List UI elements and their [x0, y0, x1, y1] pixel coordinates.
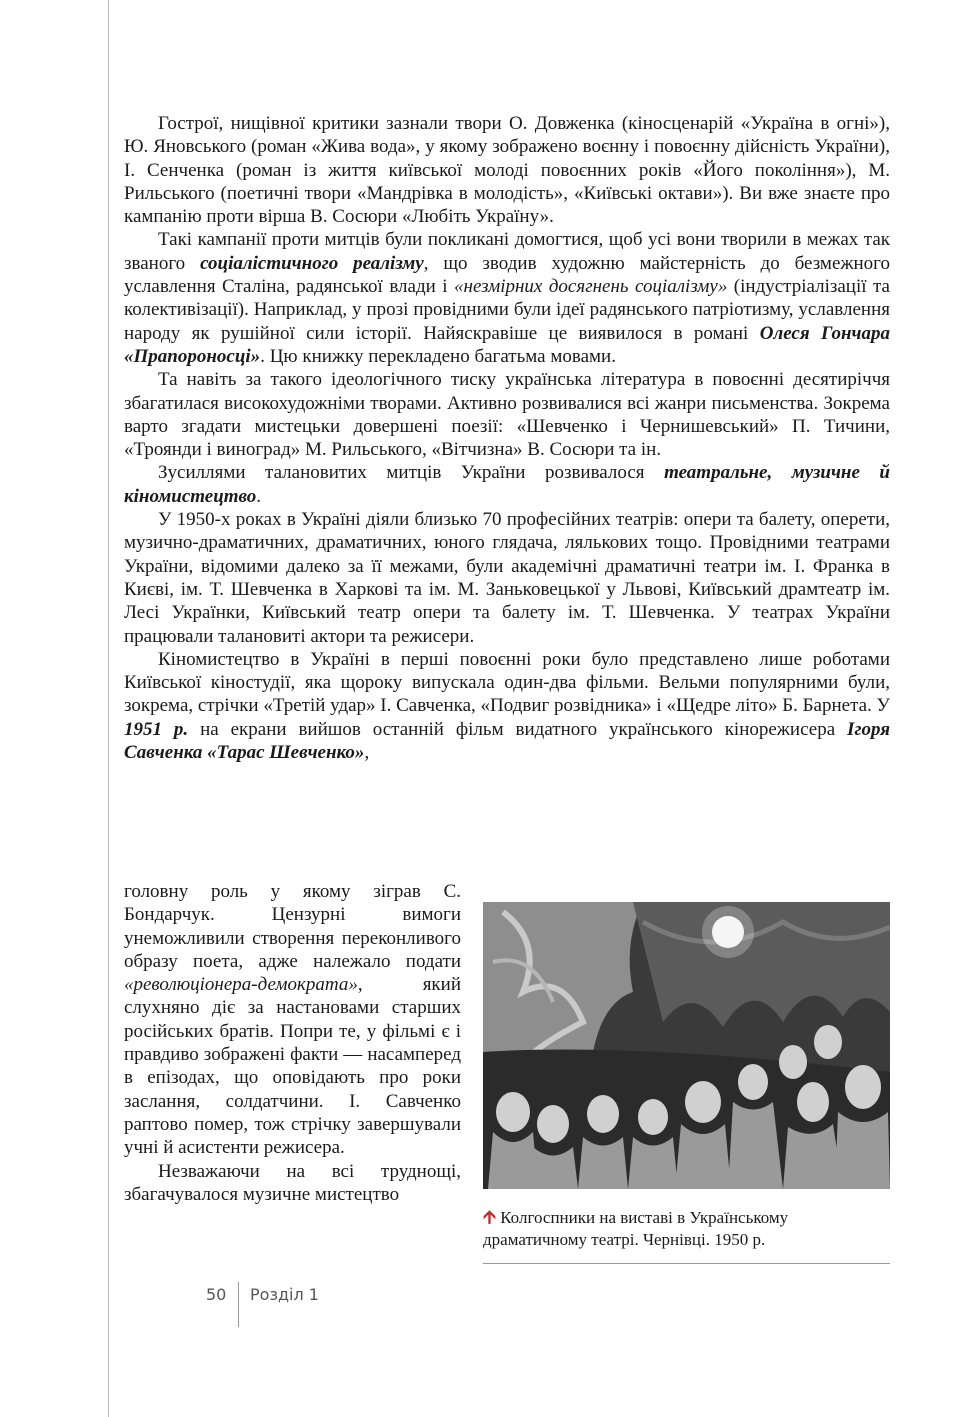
paragraph-4 — [124, 461, 890, 508]
p6-text-a: Кіномистецтво в Україні в перші повоєнні роки було представлено лише роботами Київської кіностудії, яка щороку випускала один-два фільми. Вельми популярними були, зокрема, стрічки «Третій удар» І. Савченка, «Подвиг розвідника» і «Щедре літо» Б. Барнета. У — [124, 648, 890, 717]
p6-text-c: на екрани вийшов останній фільм видатного українського кінорежисера — [188, 718, 848, 740]
paragraph-6 — [124, 648, 890, 764]
p2-text-c: , що зводив художню майстерність до безмежного уславлення Сталіна, радянської влади і — [124, 252, 891, 298]
body-text — [124, 112, 890, 764]
term-arts: театральне, музичне й кіномистецтво — [124, 462, 890, 507]
p2-text-a: Такі кампанії проти митців були покликані домогтися, щоб усі вони творили в межах так званого — [124, 229, 890, 274]
paragraph-1: Гострої, нищівної критики зазнали твори О. Довженка (кіносценарій «Україна в огні»), Ю. Яновського (роман «Жива вода», у якому зображено воєнну і повоєнну дійсність України), І. Сенченка (роман із життя київської молоді повоєнних років «Його покоління»), М. Рильського (поетичні твори «Мандрівка в молодість», «Київські октави»). Ви вже знаєте про кампанію проти вірша В. Сосюри «Любіть Україну». — [124, 113, 890, 228]
p7-text-c: , який слухняно діє за настановами старших російських братів. Попри те, у фільмі є і правдиво зображені факти — насамперед в епізодах, що оповідають про роки заслання, солдатчини. І. Савченко раптово помер, тож стрічку завершували учні й асистенти режисера. — [124, 974, 461, 1159]
footer-divider — [238, 1282, 239, 1327]
p4-text-c: . — [256, 485, 262, 507]
year-1951: 1951 р. — [124, 718, 189, 740]
theatre-audience-photo — [483, 902, 890, 1189]
quote-revolutionary: «революціонера-демократа» — [124, 974, 358, 996]
quote-achievements: «незмірних досягнень соціалізму» — [454, 276, 728, 298]
paragraph-8: Незважаючи на всі труднощі, збагачувалося музичне мистецтво — [124, 1160, 461, 1205]
caption-text: Колгоспники на виставі в Українському драматичному театрі. Чернівці. 1950 р. — [483, 1208, 789, 1249]
page-number: 50 — [206, 1285, 227, 1304]
section-label: Розділ 1 — [250, 1285, 319, 1304]
paragraph-3: Та навіть за такого ідеологічного тиску українська література в повоєнні десятиріччя збагатилася високохудожніми творами. Активно розвивалися всі жанри письменства. Зокрема варто згадати мистецьки довершені поезії: «Шевченко і Чернишевський» П. Тичини, «Троянди і виноград» М. Рильського, «Вітчизна» В. Сосюри та ін. — [124, 369, 890, 461]
page-margin-rule — [108, 0, 109, 1417]
arrow-up-icon: 🡩 — [483, 1207, 496, 1227]
p7-text-a: головну роль у якому зіграв С. Бондарчук. Цензурні вимоги унеможливили створення переконливого образу поета, адже належало подати — [124, 881, 461, 972]
novel-title: Олеся Гончара «Прапороносці» — [124, 322, 891, 367]
wrapped-text — [124, 880, 461, 1206]
film-title: Ігоря Савченка «Тарас Шевченко» — [124, 718, 890, 764]
caption-divider — [483, 1263, 890, 1264]
paragraph-2 — [124, 228, 890, 368]
paragraph-5: У 1950-х роках в Україні діяли близько 70 професійних театрів: опери та балету, оперети, музично-драматичних, драматичних, юного глядача, лялькових тощо. Провідними театрами України, відомими далеко за її межами, були академічні драматичні театри ім. І. Франка в Києві, ім. Т. Шевченка в Харкові та ім. М. Заньковецької у Львові, Київський драмтеатр ім. Лесі Українки, Київський театр опери та балету ім. Т. Шевченка. У театрах України працювали талановиті актори та режисери. — [124, 509, 890, 647]
p2-text-e: (індустріалізації та колективізації). Наприклад, у прозі провідними були ідеї радянського патріотизму, уславлення народу як рушійної сили історії. Найяскравіше це виявилося в романі — [124, 276, 890, 344]
term-socialist-realism: соціалістичного реалізму — [200, 252, 424, 274]
paragraph-7 — [124, 880, 461, 1160]
p2-text-g: . Цю книжку перекладено багатьма мовами. — [260, 345, 616, 367]
p6-text-e: , — [364, 742, 370, 764]
photo-caption — [483, 1206, 890, 1251]
p4-text-a: Зусиллями талановитих митців України розвивалося — [158, 462, 665, 484]
